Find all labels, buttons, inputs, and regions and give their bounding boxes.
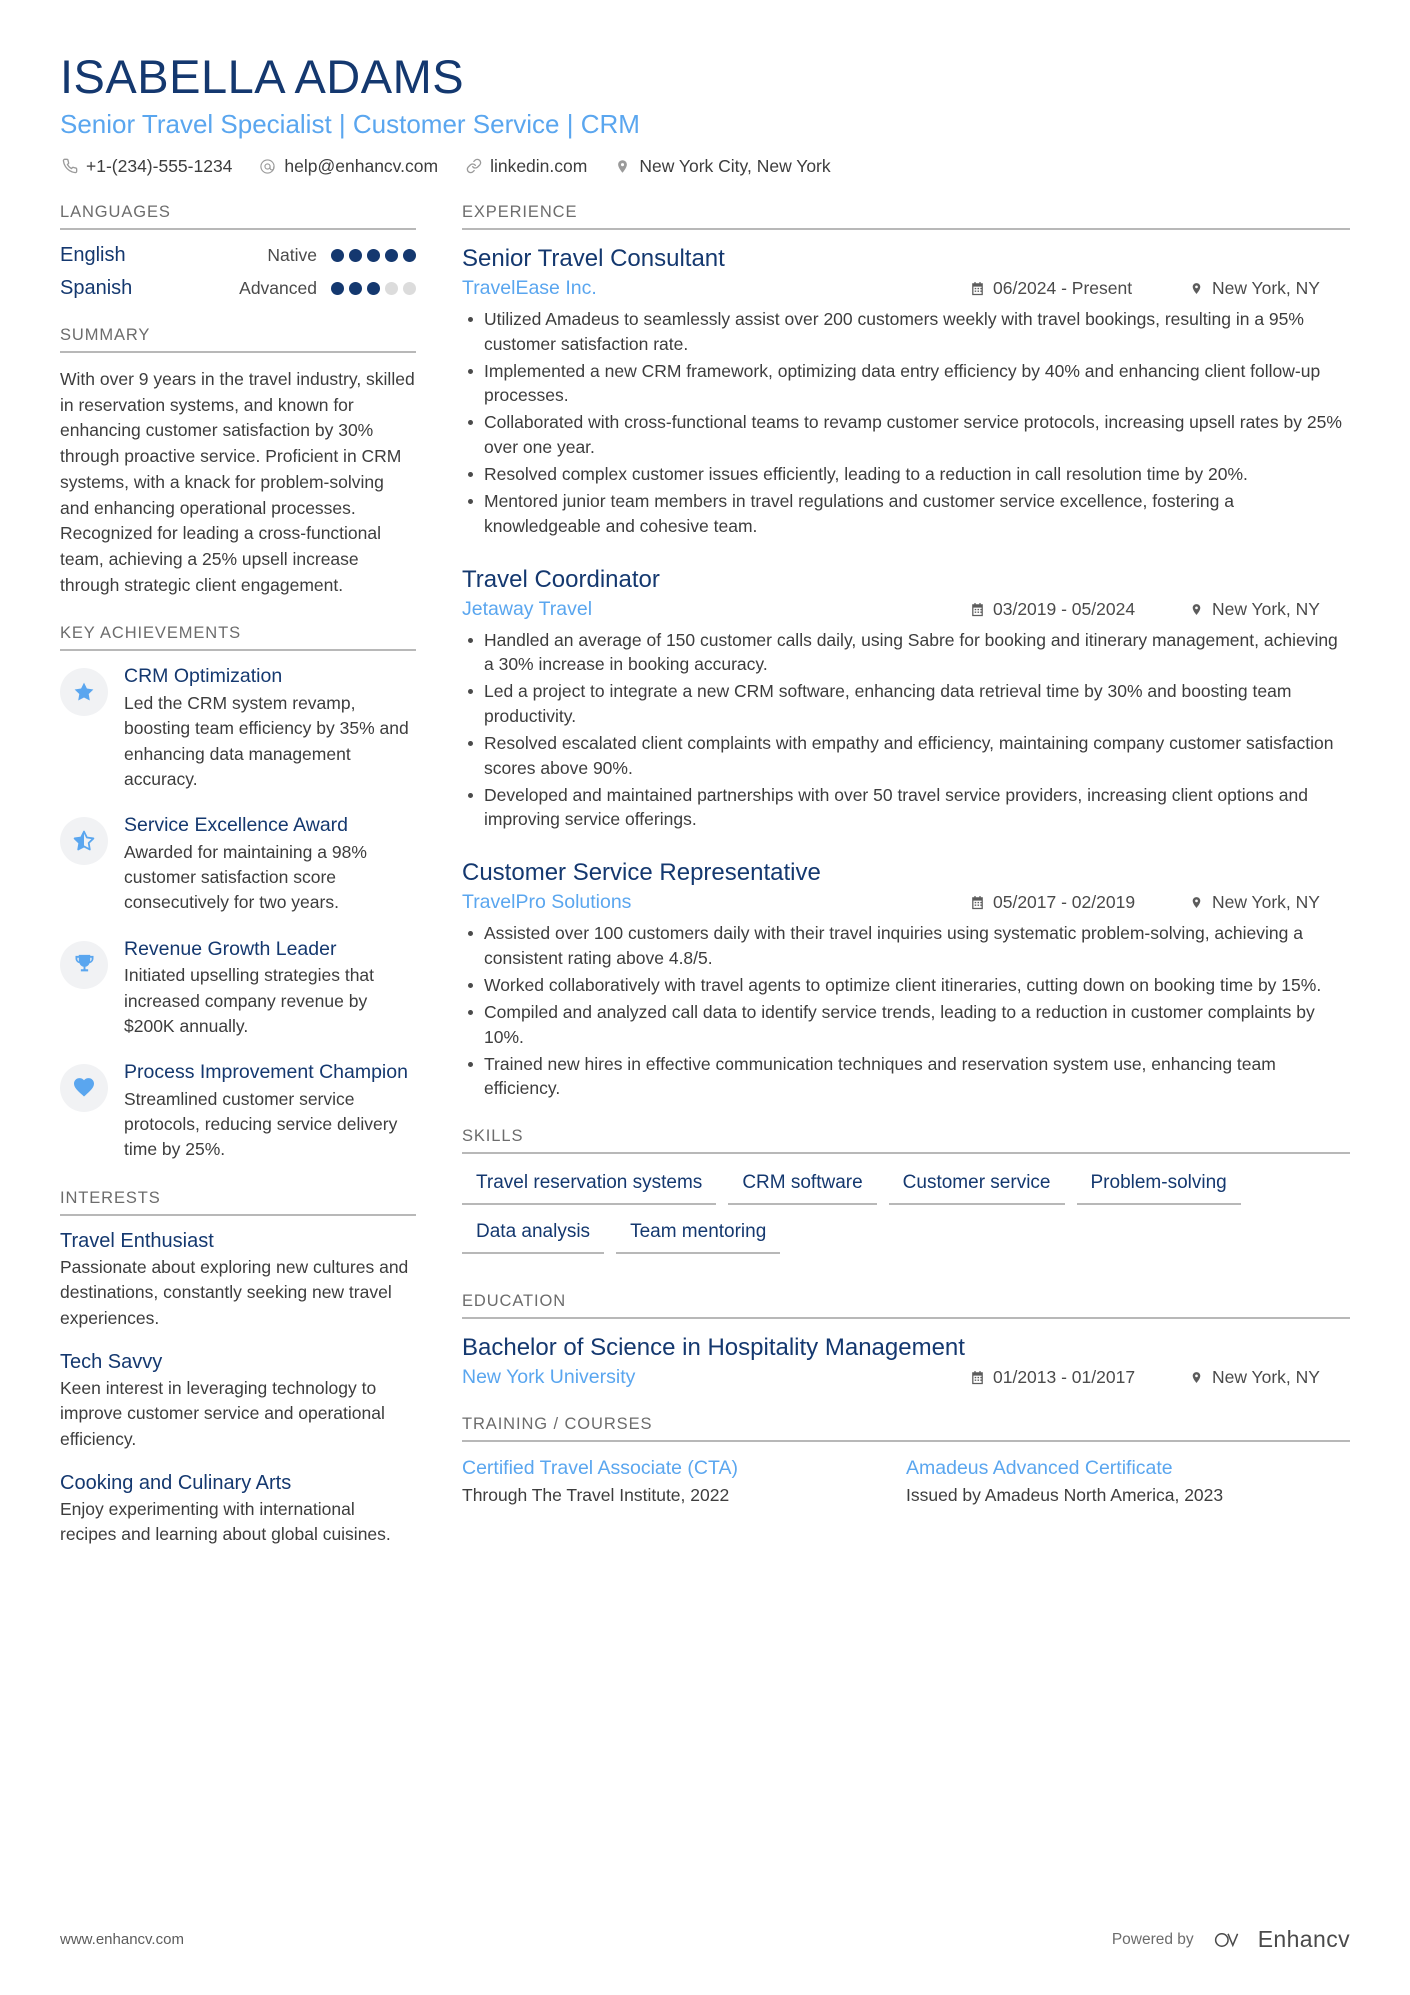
job-location [1188,892,1350,913]
job-bullet: Developed and maintained partnerships with over 50 travel service providers, increasing client options and improving service offerings. [462,783,1350,833]
achievement-body [124,665,416,792]
section-divider [462,1152,1350,1154]
education-location-text: New York, NY [1212,1367,1320,1388]
job-bullet: Trained new hires in effective communication techniques and reservation system use, enhancing team efficiency. [462,1052,1350,1102]
job-bullet: Worked collaboratively with travel agents to optimize client itineraries, cutting down on booking time by 15%. [462,973,1350,998]
job-date-range [969,278,1174,299]
section-key-achievements [60,624,416,1162]
language-rating-dots [331,282,416,295]
interest-item [60,1351,416,1452]
education-school: New York University [462,1366,636,1389]
language-rating-dots [331,249,416,262]
language-level: Advanced [239,277,317,298]
location-pin-icon [613,157,632,176]
skill-tag: Data analysis [462,1217,604,1254]
section-divider [60,1214,416,1216]
location-pin-icon [1188,601,1205,618]
job-meta-row [462,277,1350,300]
job-bullet: Compiled and analyzed call data to identify service trends, leading to a reduction in customer complaints by 10%. [462,1000,1350,1050]
job-date-range [969,599,1174,620]
interest-item [60,1230,416,1331]
location-pin-icon [1188,894,1205,911]
achievement-body [124,814,416,916]
star-icon [72,680,96,704]
contact-bar [60,156,1350,177]
interest-title: Tech Savvy [60,1350,163,1373]
job-meta-row [462,598,1350,621]
contact-location [613,156,830,177]
contact-location-text: New York City, New York [639,155,831,176]
education-degree: Bachelor of Science in Hospitality Management [462,1334,965,1362]
skill-tag: Team mentoring [616,1217,780,1254]
job-bullet: Implemented a new CRM framework, optimizing data entry efficiency by 40% and enhancing client follow-up processes. [462,359,1350,409]
achievement-body [124,938,416,1040]
job-title: Senior Travel Consultant [462,244,725,272]
summary-text: With over 9 years in the travel industry, skilled in reservation systems, and known for enhancing customer satisfaction by 30% through proactive service. Proficient in CRM systems, with a knack for problem-solving and enhancing operational processes. Recognized for leading a cross-functional team, achieving a 25% upsell increase through strategic client engagement. [60,368,415,595]
footer-website-url[interactable]: www.enhancv.com [60,1931,184,1948]
skills-list [462,1168,1350,1266]
job-company: TravelEase Inc. [462,276,597,299]
rating-dot [331,249,344,262]
contact-linkedin[interactable] [464,156,587,177]
skill-tag: CRM software [728,1168,876,1205]
job-date-text: 05/2017 - 02/2019 [993,892,1136,913]
location-pin-icon [1188,1369,1205,1386]
job-location-text: New York, NY [1212,892,1320,913]
section-divider [60,351,416,353]
interest-description: Keen interest in leveraging technology to improve customer service and operational efficiency. [60,1377,385,1449]
phone-icon [60,157,79,176]
achievement-item [60,1061,416,1163]
education-meta-row [462,1366,1350,1389]
achievement-body [124,1061,416,1163]
section-divider [60,228,416,230]
calendar-icon [969,601,986,618]
achievement-item [60,814,416,916]
section-divider [60,649,416,651]
rating-dot [367,282,380,295]
main-column [450,203,1350,1574]
job-location [1188,278,1350,299]
heart-icon [72,1076,96,1100]
course-item [906,1456,1350,1507]
interest-title: Cooking and Culinary Arts [60,1472,292,1495]
contact-phone-text: +1-(234)-555-1234 [86,155,233,176]
enhancv-mark-icon [1208,1927,1250,1953]
rating-dot [349,249,362,262]
job-location-text: New York, NY [1212,277,1320,298]
calendar-icon [969,894,986,911]
language-item [60,244,416,267]
job-bullet: Resolved complex customer issues efficiently, leading to a reduction in call resolution time by 20%. [462,462,1350,487]
skill-tag: Problem-solving [1077,1168,1241,1205]
sidebar-column [60,203,450,1574]
interest-description: Passionate about exploring new cultures and destinations, constantly seeking new travel experiences. [60,1256,409,1328]
section-interests [60,1189,416,1548]
section-heading-experience: EXPERIENCE [462,202,578,221]
achievement-item [60,665,416,792]
rating-dot [403,249,416,262]
section-divider [462,228,1350,230]
language-level-group [267,245,416,266]
language-name: English [60,243,126,266]
job-bullet: Handled an average of 150 customer calls daily, using Sabre for booking and itinerary management, achieving a 30% increase in booking accuracy. [462,628,1350,678]
section-heading-summary: SUMMARY [60,325,151,344]
section-heading-key-achievements: KEY ACHIEVEMENTS [60,624,241,643]
achievement-title: Process Improvement Champion [124,1061,408,1084]
achievement-item [60,938,416,1040]
achievement-title: CRM Optimization [124,665,283,688]
section-divider [462,1317,1350,1319]
link-icon [464,157,483,176]
trophy-icon [73,953,96,976]
section-experience [462,203,1350,1101]
rating-dot [385,282,398,295]
job-bullets [462,307,1350,539]
language-name: Spanish [60,276,133,299]
job-bullets [462,628,1350,833]
language-item [60,277,416,300]
section-skills [462,1127,1350,1266]
job-bullet: Mentored junior team members in travel regulations and customer service excellence, fostering a knowledgeable and cohesive team. [462,489,1350,539]
achievement-description: Initiated upselling strategies that increased company revenue by $200K annually. [124,965,375,1036]
enhancv-logo [1208,1926,1350,1953]
section-summary [60,326,416,598]
rating-dot [331,282,344,295]
education-date-range [969,1367,1174,1388]
achievement-badge [60,668,108,716]
location-pin-icon [1188,280,1205,297]
contact-phone[interactable] [60,156,232,177]
achievement-description: Awarded for maintaining a 98% customer satisfaction score consecutively for two years. [124,841,367,913]
section-divider [462,1440,1350,1442]
experience-item [462,858,1350,1101]
job-date-range [969,892,1174,913]
course-subtitle: Issued by Amadeus North America, 2023 [906,1484,1224,1505]
job-company: Jetaway Travel [462,597,593,620]
skill-tag: Travel reservation systems [462,1168,716,1205]
courses-list [462,1456,1350,1507]
job-date-text: 03/2019 - 05/2024 [993,598,1136,619]
course-title: Certified Travel Associate (CTA) [462,1457,738,1480]
rating-dot [349,282,362,295]
course-title: Amadeus Advanced Certificate [906,1457,1173,1480]
section-heading-interests: INTERESTS [60,1188,161,1207]
job-bullet: Led a project to integrate a new CRM software, enhancing data retrieval time by 30% and boosting team productivity. [462,679,1350,729]
resume-body [60,203,1350,1574]
languages-list [60,244,416,300]
page-title: ISABELLA ADAMS [60,50,465,103]
experience-item [462,565,1350,833]
job-bullet: Assisted over 100 customers daily with their travel inquiries using systematic problem-solving, achieving a consistent rating above 4.8/5. [462,921,1350,971]
email-icon [258,157,277,176]
rating-dot [403,282,416,295]
achievement-description: Led the CRM system revamp, boosting team efficiency by 35% and enhancing data management accuracy. [124,692,409,789]
calendar-icon [969,1369,986,1386]
achievement-badge [60,1064,108,1112]
contact-email[interactable] [258,156,438,177]
powered-by-label: Powered by [1111,1930,1194,1948]
contact-linkedin-text: linkedin.com [490,155,588,176]
job-location [1188,599,1350,620]
job-bullet: Collaborated with cross-functional teams to revamp customer service protocols, increasing upsell rates by 25% over one year. [462,410,1350,460]
page-footer [60,1926,1350,1953]
rating-dot [385,249,398,262]
star-half-icon [72,829,96,853]
section-education [462,1292,1350,1389]
achievement-title: Revenue Growth Leader [124,937,337,960]
section-training-courses [462,1415,1350,1507]
job-date-text: 06/2024 - Present [993,277,1133,298]
job-title: Travel Coordinator [462,565,660,593]
language-level: Native [267,244,317,265]
education-location [1188,1367,1350,1388]
achievement-badge [60,817,108,865]
education-item [462,1333,1350,1389]
course-subtitle: Through The Travel Institute, 2022 [462,1484,730,1505]
interest-title: Travel Enthusiast [60,1229,214,1252]
job-bullet: Utilized Amadeus to seamlessly assist over 200 customers weekly with travel bookings, resulting in a 95% customer satisfaction rate. [462,307,1350,357]
professional-headline: Senior Travel Specialist | Customer Service | CRM [60,108,640,139]
education-date-text: 01/2013 - 01/2017 [993,1367,1136,1388]
job-title: Customer Service Representative [462,859,821,887]
section-heading-training-courses: TRAINING / COURSES [462,1415,653,1434]
experience-item [462,244,1350,539]
course-item [462,1456,906,1507]
resume-header [60,52,1350,177]
calendar-icon [969,280,986,297]
skill-tag: Customer service [889,1168,1065,1205]
job-bullet: Resolved escalated client complaints with empathy and efficiency, maintaining company customer satisfaction scores above 90%. [462,731,1350,781]
rating-dot [367,249,380,262]
job-company: TravelPro Solutions [462,891,632,914]
interest-item [60,1472,416,1548]
section-heading-languages: LANGUAGES [60,202,171,221]
job-bullets [462,921,1350,1101]
job-meta-row [462,891,1350,914]
contact-email-text: help@enhancv.com [284,155,439,176]
achievement-description: Streamlined customer service protocols, reducing service delivery time by 25%. [124,1088,398,1160]
language-level-group [239,278,416,299]
section-heading-education: EDUCATION [462,1292,567,1311]
footer-branding [1112,1926,1350,1953]
achievement-badge [60,941,108,989]
enhancv-wordmark: Enhancv [1257,1926,1350,1952]
job-location-text: New York, NY [1212,598,1320,619]
interest-description: Enjoy experimenting with international recipes and learning about global cuisines. [60,1499,391,1545]
section-heading-skills: SKILLS [462,1127,524,1146]
section-languages [60,203,416,300]
achievement-title: Service Excellence Award [124,814,349,837]
